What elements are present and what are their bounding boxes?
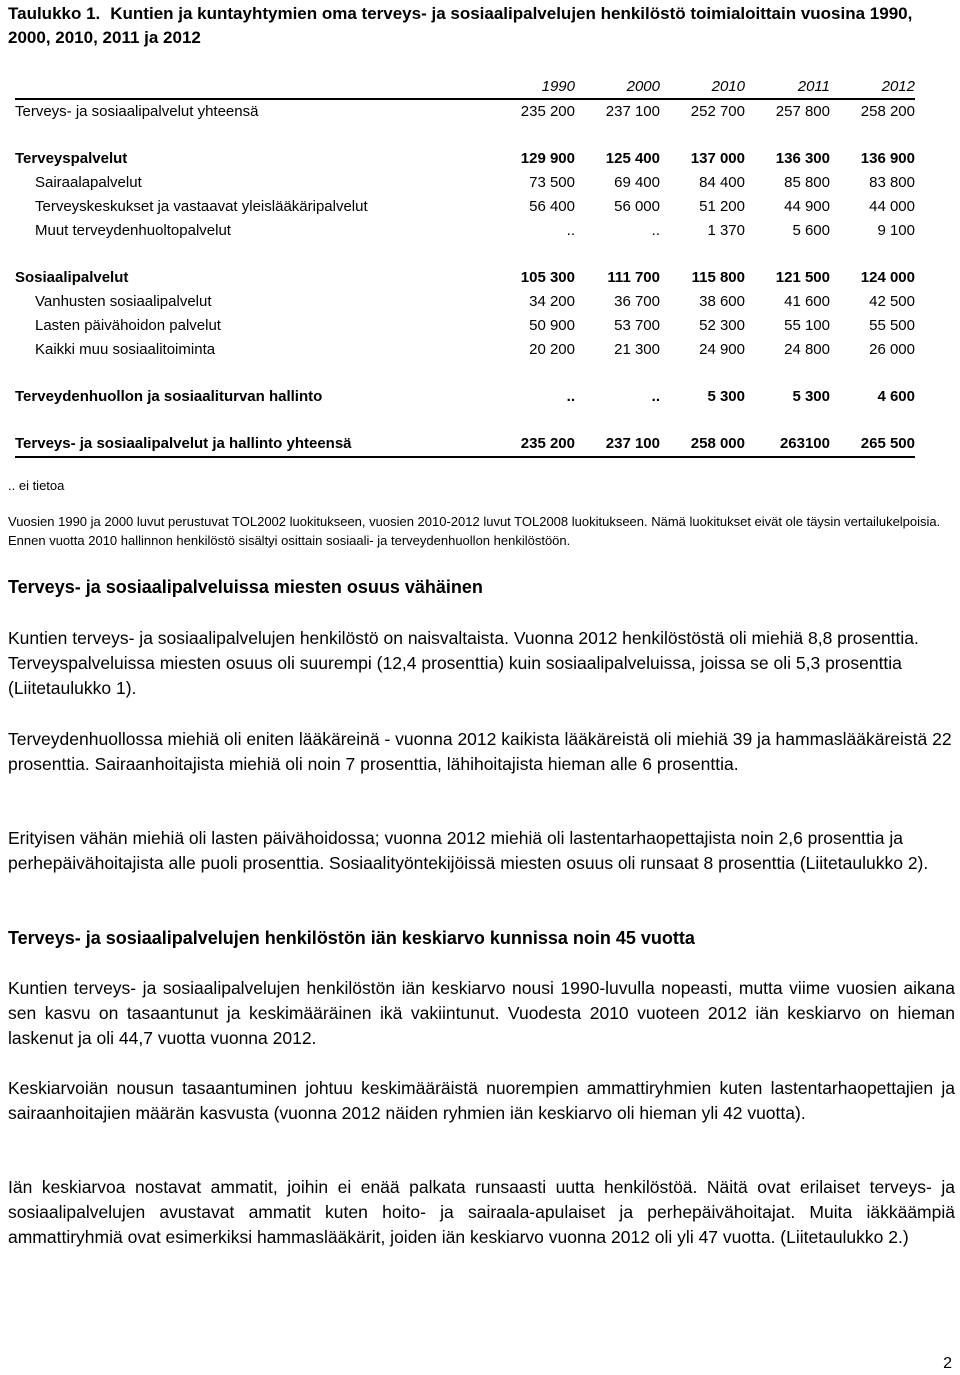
cell: 56 000 xyxy=(614,198,660,215)
cell: 258 200 xyxy=(860,103,915,120)
cell: 55 500 xyxy=(869,317,915,334)
cell: 4 600 xyxy=(877,388,915,405)
cell: 237 100 xyxy=(605,103,660,120)
cell: 235 200 xyxy=(520,103,575,120)
cell: .. xyxy=(566,388,575,405)
cell: 115 800 xyxy=(691,269,745,286)
year-header: 1990 xyxy=(490,76,575,99)
cell: 52 300 xyxy=(699,317,745,334)
row-label: Terveys- ja sosiaalipalvelut yhteensä xyxy=(15,103,259,120)
section-heading: Terveys- ja sosiaalipalveluissa miesten osuus vähäinen xyxy=(8,577,483,597)
row-label: Terveys- ja sosiaalipalvelut ja hallinto yhteensä xyxy=(15,432,490,457)
table-row xyxy=(15,338,915,362)
cell: 84 400 xyxy=(699,174,745,191)
paragraph: Terveydenhuollossa miehiä oli eniten lääkäreinä - vuonna 2012 kaikista lääkäreistä oli miehiä 39 ja hammaslääkäreistä 22 prosenttia. Sairaanhoitajista miehiä oli noin 7 prosenttia, lähihoitajista hieman alle 6 prosenttia. xyxy=(8,729,952,774)
page-number: 2 xyxy=(943,1355,952,1372)
cell: 105 300 xyxy=(520,269,575,286)
year-header: 2000 xyxy=(575,76,660,99)
cell: 53 700 xyxy=(614,317,660,334)
caption-title: Kuntien ja kuntayhtymien oma terveys- ja sosiaalipalvelujen henkilöstö toimialoittain vuosina 1990, 2000, 2010, 2011 ja 2012 xyxy=(8,4,913,47)
cell: 42 500 xyxy=(869,293,915,310)
cell: 38 600 xyxy=(699,293,745,310)
cell: 265 500 xyxy=(830,432,915,457)
cell: 136 300 xyxy=(775,150,830,167)
table-row xyxy=(15,195,915,219)
table-row xyxy=(15,432,915,457)
cell: 235 200 xyxy=(490,432,575,457)
cell: 125 400 xyxy=(605,150,660,167)
staff-table xyxy=(15,76,915,458)
cell: 44 000 xyxy=(869,198,915,215)
cell: 50 900 xyxy=(529,317,575,334)
table-caption xyxy=(8,2,953,50)
cell: 24 900 xyxy=(699,341,745,358)
section-heading: Terveys- ja sosiaalipalvelujen henkilöstön iän keskiarvo kunnissa noin 45 vuotta xyxy=(8,928,695,948)
spacer-row xyxy=(15,409,915,432)
cell: 124 000 xyxy=(860,269,915,286)
spacer-row xyxy=(15,243,915,266)
cell: 24 800 xyxy=(784,341,830,358)
paragraph: Kuntien terveys- ja sosiaalipalvelujen henkilöstö on naisvaltaista. Vuonna 2012 henkilöstöstä oli miehiä 8,8 prosenttia. Terveyspalveluissa miesten osuus oli suurempi (12,4 prosenttia) kuin sosiaalipalveluissa, joissa se oli 5,3 prosenttia (Liitetaulukko 1). xyxy=(8,628,919,698)
cell: 258 000 xyxy=(660,432,745,457)
row-label: Muut terveydenhuoltopalvelut xyxy=(35,222,231,239)
row-label: Lasten päivähoidon palvelut xyxy=(35,317,221,334)
cell: 51 200 xyxy=(699,198,745,215)
table-row xyxy=(15,171,915,195)
cell: 83 800 xyxy=(869,174,915,191)
cell: 69 400 xyxy=(614,174,660,191)
cell: 85 800 xyxy=(784,174,830,191)
cell: 257 800 xyxy=(775,103,830,120)
table-row xyxy=(15,266,915,290)
cell: 137 000 xyxy=(690,150,745,167)
table-row xyxy=(15,99,915,124)
cell: 5 600 xyxy=(792,222,830,239)
table-row xyxy=(15,219,915,243)
year-header: 2011 xyxy=(745,76,830,99)
row-label: Sairaalapalvelut xyxy=(35,174,142,191)
cell: 44 900 xyxy=(784,198,830,215)
table-note: Vuosien 1990 ja 2000 luvut perustuvat TOL2002 luokitukseen, vuosien 2010-2012 luvut TOL2008 luokitukseen. Nämä luokitukset eivät ole täysin vertailukelpoisia. Ennen vuotta 2010 hallinnon henkilöstö sisältyi osittain sosiaali- ja terveydenhuollon henkilöstöön. xyxy=(8,514,941,548)
cell: 20 200 xyxy=(529,341,575,358)
table-row xyxy=(15,385,915,409)
paragraph: Erityisen vähän miehiä oli lasten päivähoidossa; vuonna 2012 miehiä oli lastentarhaopettajista noin 2,6 prosenttia ja perhepäivähoitajista alle puoli prosenttia. Sosiaalityöntekijöissä miesten osuus oli runsaat 8 prosenttia (Liitetaulukko 2). xyxy=(8,828,929,873)
spacer-row xyxy=(15,362,915,385)
table-legend: .. ei tietoa xyxy=(8,478,65,493)
cell: 111 700 xyxy=(607,269,660,286)
cell: 34 200 xyxy=(529,293,575,310)
table-row xyxy=(15,147,915,171)
paragraph: Iän keskiarvoa nostavat ammatit, joihin ei enää palkata runsaasti uutta henkilöstöä. Näitä ovat erilaiset terveys- ja sosiaalipalvelujen avustavat ammatit kuten hoito- ja sairaala-apulaiset ja perhepäivähoitajat. Muita iäkkäämpiä ammattiryhmiä ovat esimerkiksi hammaslääkärit, joiden iän keskiarvo vuonna 2012 oli yli 47 vuotta. (Liitetaulukko 2.) xyxy=(8,1177,955,1247)
cell: 56 400 xyxy=(529,198,575,215)
row-label: Vanhusten sosiaalipalvelut xyxy=(35,293,212,310)
year-header: 2012 xyxy=(830,76,915,99)
cell: 73 500 xyxy=(529,174,575,191)
cell: 9 100 xyxy=(877,222,915,239)
cell: 237 100 xyxy=(575,432,660,457)
cell: 26 000 xyxy=(869,341,915,358)
cell: .. xyxy=(651,222,660,239)
cell: 252 700 xyxy=(690,103,745,120)
table-row xyxy=(15,314,915,338)
cell: 5 300 xyxy=(707,388,745,405)
cell: 5 300 xyxy=(792,388,830,405)
paragraph: Kuntien terveys- ja sosiaalipalvelujen henkilöstön iän keskiarvo nousi 1990-luvulla nopeasti, mutta viime vuosien aikana sen kasvu on tasaantunut ja keskimääräinen ikä vakiintunut. Vuodesta 2010 vuoteen 2012 iän keskiarvo on hieman laskenut ja oli 44,7 vuotta vuonna 2012. xyxy=(8,978,955,1048)
row-label: Kaikki muu sosiaalitoiminta xyxy=(35,341,216,358)
cell: 129 900 xyxy=(520,150,575,167)
row-label: Terveyskeskukset ja vastaavat yleislääkäripalvelut xyxy=(35,198,368,215)
spacer-row xyxy=(15,124,915,147)
cell: 136 900 xyxy=(860,150,915,167)
row-label: Sosiaalipalvelut xyxy=(15,269,129,286)
cell: 121 500 xyxy=(775,269,830,286)
year-header: 2010 xyxy=(660,76,745,99)
cell: 263100 xyxy=(745,432,830,457)
cell: 36 700 xyxy=(614,293,660,310)
paragraph: Keskiarvoiän nousun tasaantuminen johtuu keskimääräistä nuorempien ammattiryhmien kuten lastentarhaopettajien ja sairaanhoitajien määrän kasvusta (vuonna 2012 näiden ryhmien iän keskiarvo oli hieman yli 42 vuotta). xyxy=(8,1078,955,1123)
cell: 1 370 xyxy=(707,222,745,239)
row-label: Terveyspalvelut xyxy=(15,150,128,167)
cell: 21 300 xyxy=(614,341,660,358)
cell: 41 600 xyxy=(784,293,830,310)
table-row xyxy=(15,290,915,314)
cell: 55 100 xyxy=(784,317,830,334)
caption-label: Taulukko 1. xyxy=(8,4,101,23)
year-header-row xyxy=(15,76,915,99)
cell: .. xyxy=(566,222,575,239)
row-label: Terveydenhuollon ja sosiaaliturvan hallinto xyxy=(15,388,323,405)
cell: .. xyxy=(651,388,660,405)
